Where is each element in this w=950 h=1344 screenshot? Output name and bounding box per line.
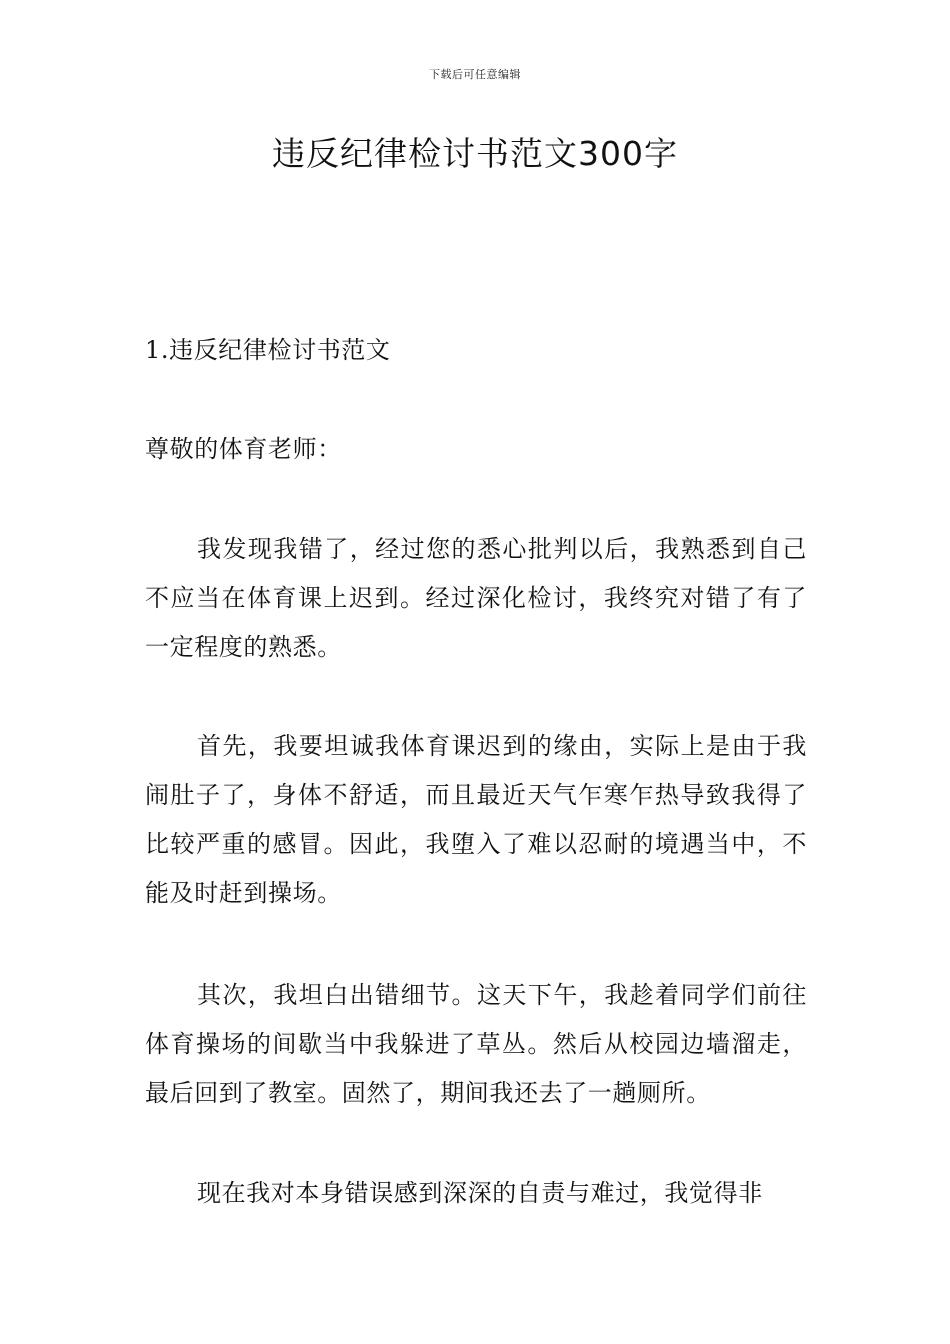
paragraph: 首先，我要坦诚我体育课迟到的缘由，实际上是由于我闹肚子了，身体不舒适，而且最近天气乍寒乍热导致我得了比较严重的感冒。因此，我堕入了难以忍耐的境遇当中，不能及时赶到操场。 [145,732,807,907]
paragraph: 现在我对本身错误感到深深的自责与难过，我觉得非 [197,1179,763,1207]
section-heading: 1.违反纪律检讨书范文 [145,336,391,364]
salutation: 尊敬的体育老师： [145,435,342,463]
paragraph: 其次，我坦白出错细节。这天下午，我趁着同学们前往体育操场的间歇当中我躲进了草丛。然后从校园边墙溜走，最后回到了教室。固然了，期间我还去了一趟厕所。 [145,981,807,1107]
document-title: 违反纪律检讨书范文300字 [272,134,678,173]
header-note: 下载后可任意编辑 [429,68,521,81]
paragraph: 我发现我错了，经过您的悉心批判以后，我熟悉到自己不应当在体育课上迟到。经过深化检讨，我终究对错了有了一定程度的熟悉。 [145,535,807,661]
